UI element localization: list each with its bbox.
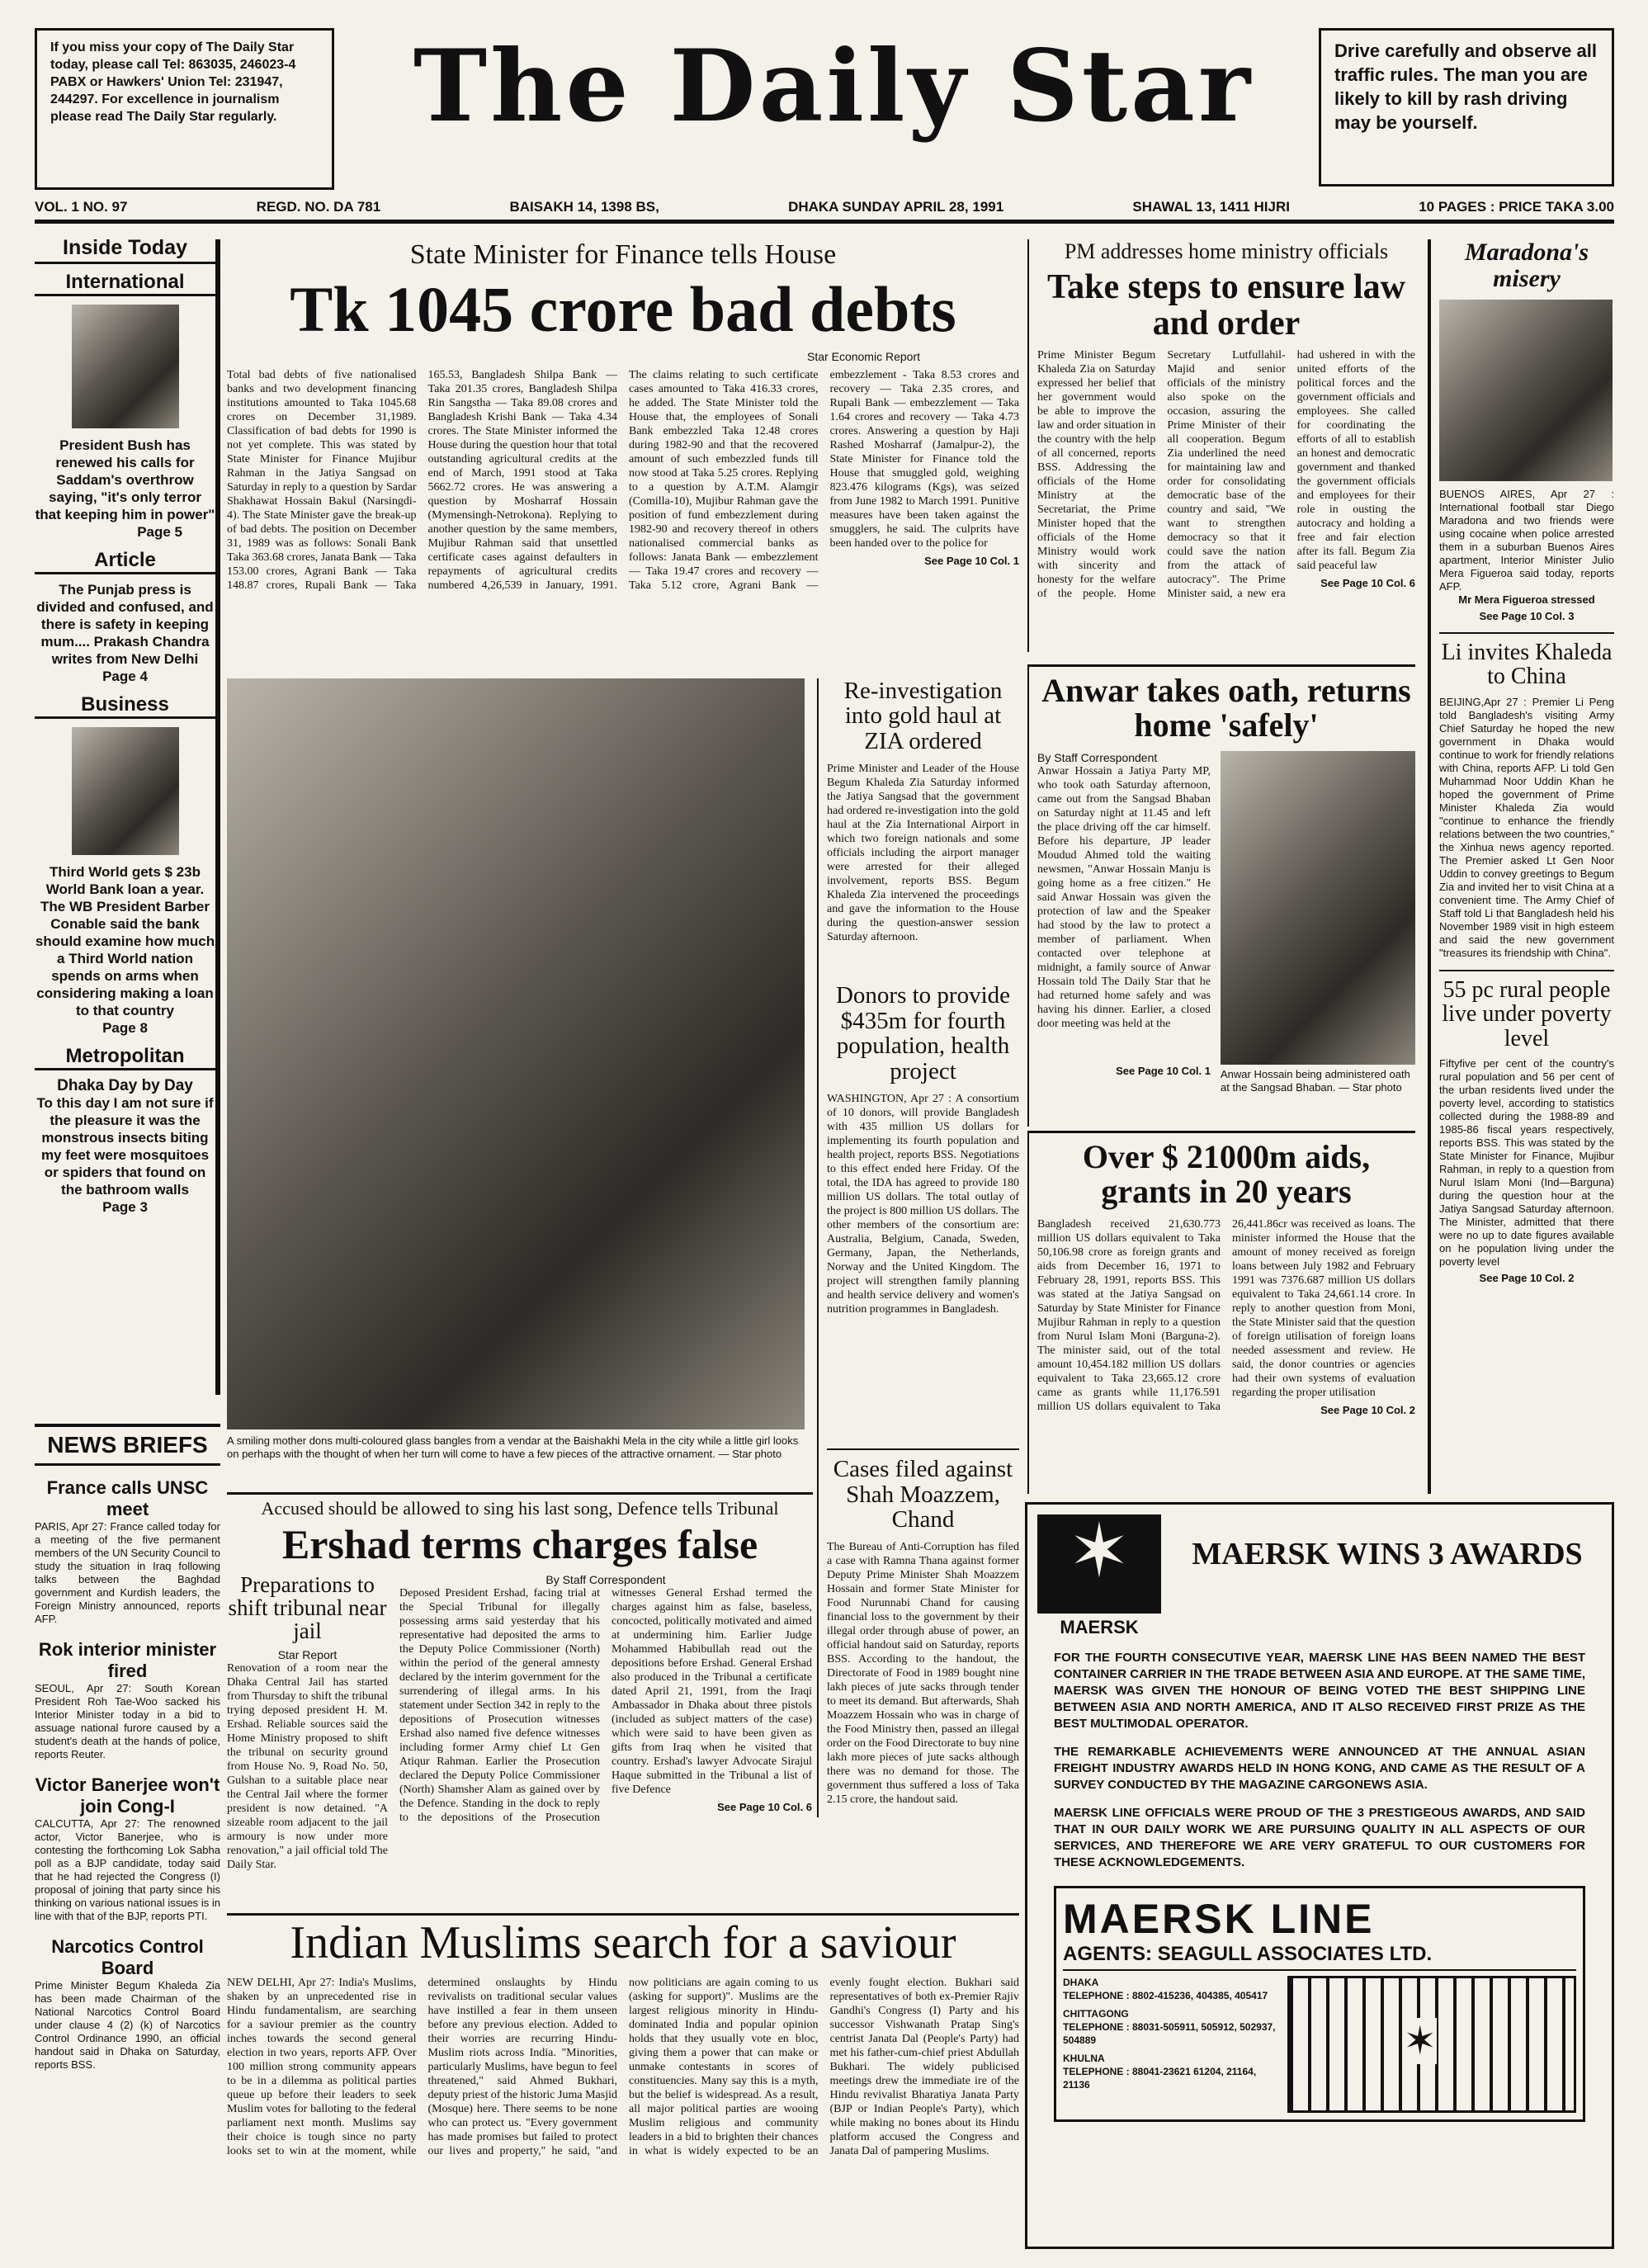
ad-paragraph-1: FOR THE FOURTH CONSECUTIVE YEAR, MAERSK LINE HAS BEEN NAMED THE BEST CONTAINER CARRIER IN THE TRADE BETWEEN ASIA AND EUROPE. AT THE SAME TIME, MAERSK WAS GIVEN THE HONOUR OF BEING VOTED THE BEST SHIPPING LINE BETWEEN ASIA AND NORTH AMERICA, AND IT ALSO RECEIVED FIRST PRIZE AS THE BEST MULTIMODAL OPERATOR. (1054, 1651, 1585, 1731)
rural-headline: 55 pc rural people live under poverty level (1439, 970, 1614, 1051)
maradona-headline: Maradona's misery (1464, 239, 1589, 292)
ershad-main (399, 1573, 812, 1876)
brief-body: PARIS, Apr 27: France called today for a meeting of the five permanent members of the UN Security Council to study the situation in Iraq following talks between the Baghdad government and Kurdish leaders, the Foreign Ministry announced, reports AFP. (35, 1520, 220, 1625)
rural-jump: See Page 10 Col. 2 (1479, 1271, 1575, 1284)
article-page: Page 4 (102, 669, 148, 684)
pm-body (1037, 348, 1415, 629)
lead-body (227, 368, 1019, 616)
maersk-star-badge (1037, 1510, 1161, 1614)
inside-today-title: Inside Today (35, 239, 215, 264)
article-label: Article (35, 549, 215, 574)
ershad-kicker: Accused should be allowed to sing his last song, Defence tells Tribunal (261, 1498, 779, 1519)
international-label: International (35, 271, 215, 296)
inside-today (35, 236, 220, 1395)
business-teaser: Third World gets $ 23b World Bank loan a year. The WB President Barber Conable said the bank should examine how much a Third World nation spends on arms when considering making a loan to that country (35, 864, 215, 1018)
business-label: Business (35, 693, 215, 719)
ershad-layout (227, 1573, 813, 1876)
brief-3 (35, 1774, 220, 1923)
brief-body: Prime Minister Begum Khaleda Zia has been made Chairman of the National Narcotics Control Board under clause 4 (2) (k) of Narcotics Control Ordinance 1990, an official handout said in Dhaka on Saturday, reports BSS. (35, 1979, 220, 2071)
aids-jump: See Page 10 Col. 2 (1320, 1404, 1415, 1416)
anwar-photo (1221, 751, 1415, 1065)
anwar-body: Anwar Hossain a Jatiya Party MP, who took oath Saturday afternoon, came out from the Sangsad Bhaban on Saturday night at 11.45 and left the place driving off the car himself. Before his departure, JP leader Moudud Ahmed told the waiting newsmen, "Anwar Hossain Manju is going home as a free citizen." He said Anwar Hossain was given the protection of law and the Speaker had stood by the law to protect a member of parliament. When contacted over telephone at midnight, a family source of Anwar Hossain told The Daily Star that he had returned home safely and was having his dinner. Earlier, a closed door meeting was held at the (1037, 765, 1211, 1030)
container-illustration (1287, 1976, 1576, 2113)
rural-body: Fiftyfive per cent of the country's rural population and 56 per cent of the urban residents lived under the poverty level, according to statistics collected during the 1988-89 and 1985-86 fiscal years respectively, reports BSS. This was stated by the State Minister for Finance, Mujibur Rahman, in reply to a question from Nurul Islam Moni (Ind—Barguna) during the question hour at the Jatiya Sangsad Saturday afternoon. The Minister, admitted that there were no up to date figures available on he population living under the poverty level (1439, 1056, 1614, 1268)
right-column (1428, 239, 1614, 1494)
brief-headline: Rok interior minister fired (38, 1639, 217, 1681)
tribunal-headline: Preparations to shift tribunal near jail (228, 1571, 387, 1644)
tel-dhaka: TELEPHONE : 8802-415236, 404385, 405417 (1063, 1990, 1268, 2001)
lead-kicker: State Minister for Finance tells House (409, 239, 837, 270)
gold-haul-body: Prime Minister and Leader of the House Begum Khaleda Zia Saturday informed the Jatiya Sangsad that the government had ordered re-investigation into the gold haul at the Zia International Airport in which two foreign nationals and some officials including the airport manager were arrested for their alleged involvement, reports BSS. Begum Khaleda Zia intervened the proceedings and gave the information to the House during the question-answer session Saturday afternoon. (827, 763, 1019, 944)
tel-khulna: TELEPHONE : 88041-23621 61204, 21164, 21136 (1063, 2066, 1257, 2091)
aids-story (1027, 1131, 1415, 1494)
star-icon: ✶ (1403, 2020, 1437, 2063)
bangla-date: BAISAKH 14, 1398 BS, (509, 199, 659, 215)
anwar-photo-column (1221, 751, 1415, 1094)
anwar-headline: Anwar takes oath, returns home 'safely' (1041, 672, 1411, 744)
ershad-body-text: Deposed President Ershad, facing trial at the Special Tribunal for illegally possessing arms said yesterday that his representative had deposited the arms to the Deputy Police Commissioner (North) within the period of the general amnesty declared by the interim government for the surrendering of illegal arms. In his statement under Section 342 in reply to the depositions of Prosecution witnesses Ershad also named five defence witnesses including former Army chief Lt Gen Atiqur Rahman. Earlier the Prosecution declared the Deputy Police Commissioner (North) Shamsher Alam as gained over by the Defence. Standing in the dock to reply to the depositions of the Prosecution witnesses General Ershad termed the charges against him as false, baseless, concocted, politically motivated and aimed at undermining him. Earlier Judge Mohammed Habibullah read out the depositions before Ershad. General Ershad also produced in the Tribunal a certificate dated April 21, 1991, from the Iraqi Ambassador in Dhaka about three pistols (included as subject matters of the case) which were said to have been given as gifts from Iraq when he visited that country. Ershad's lawyer Advocate Sirajul Haque submitted in the Tribunal a list of five Defence (399, 1586, 812, 1824)
metro-head: Dhaka Day by Day (57, 1077, 193, 1094)
city-khulna: KHULNA (1063, 2053, 1105, 2064)
brief-headline: Victor Banerjee won't join Cong-I (35, 1774, 220, 1817)
tribunal-story (227, 1573, 388, 1876)
pm-headline: Take steps to ensure law and order (1046, 268, 1406, 343)
brief-headline: Narcotics Control Board (51, 1936, 204, 1978)
anwar-story (1027, 664, 1415, 1127)
aids-body (1037, 1217, 1415, 1465)
ad-line-name: MAERSK LINE (1063, 1896, 1375, 1942)
lead-body-text: Total bad debts of five nationalised banks and two development financing institutions amounted to Taka 1045.68 crores on December 31,1989. Classification of bad debts for 1990 is not yet complete. This was stated by State Minister for Finance Mujibur Rahman in the Jatiya Sangsad on Saturday in reply to a question by Sardar Shakhawat Hossain Bakul (Narsingdi-4). The State Minister gave the break-up of bad debts. The position on December 31, 1989 was as follows: Sonali Bank Taka 363.68 crores, Janata Bank — Taka 153.00 crores, Agrani Bank — Taka 148.87 crores, Rupali Bank — Taka 165.53, Bangladesh Shilpa Bank — Taka 201.35 crores, Bangladesh Shilpa Rin Sangstha — Taka 89.08 crores and Bangladesh Krishi Bank — Taka 4.34 crores. The State Minister informed the House during the question hour that total outstanding agricultural credits at the end of March, 1991 stood at Taka 5662.72 crores. He was answering a question by Mosharraf Hossain (Mymensingh-Netrokona). Replying to another question by the same members, Mujibur Rahman said that unsettled certificate cases against defaulters in repayments of agricultural credits numbered 4,26,539 in January, 1991. The claims relating to such certificate cases amounted to Taka 416.33 crores, he added. The State Minister told the House that, the employees of Sonali Bank embezzled Taka 12.48 crores during 1982-90 and that the recovered amount of such embezzled funds till now stood at Taka 5.25 crores. Replying to a question by A.T.M. Alamgir (Comilla-10), Mujibur Rahman gave the position of fund embezzlement during 1982-90 and recovery thereof in others nationalised commercial banks as follows: Janata Bank — embezzlement — Taka 19.47 crores and recovery —Taka 5.12 crore, Agrani Bank — embezzlement - Taka 8.53 crores and recovery — Taka 2.35 crores, and Rupali Bank — embezzlement — Taka 1.64 crores and recovery — Taka 4.73 crores. Answering a question by Haji Rashed Mosharraf (Jamalpur-2), the State Minister for Finance told the House that smuggled gold, weighing 823.476 kilograms (Kgs), was seized from June 1982 to March 1991. Punitive measures have been taken against the smugglers, he said. The culprits have been handed over to the police for (227, 368, 1019, 592)
tribunal-byline: Star Report (277, 1647, 338, 1661)
article-teaser: The Punjab press is divided and confused, and there is safety in keeping mum.... Prakash Chandra writes from New Delhi (36, 582, 214, 667)
photo-credit: — Star photo (718, 1448, 782, 1460)
anwar-layout (1037, 751, 1415, 1094)
ad-agents: AGENTS: SEAGULL ASSOCIATES LTD. (1063, 1943, 1576, 1971)
city-dhaka: DHAKA (1063, 1977, 1099, 1988)
brief-2 (35, 1639, 220, 1761)
ad-paragraph-2: THE REMARKABLE ACHIEVEMENTS WERE ANNOUNCED AT THE ANNUAL ASIAN FREIGHT INDUSTRY AWARDS HELD IN HONG KONG, AND CAME AS THE RESULT OF A SURVEY CONDUCTED BY THE MAGAZINE CARGONEWS ASIA. (1054, 1745, 1585, 1792)
metro-teaser: To this day I am not sure if the pleasure it was the monstrous insects biting my feet were mosquitoes or spiders that found on the bathroom walls (36, 1095, 214, 1198)
ad-top (1037, 1510, 1602, 1638)
maradona-body: BUENOS AIRES, Apr 27 : International football star Diego Maradona and two friends were using cocaine when police arrested them in a suburban Buenos Aires apartment, Interior Minister Julio Mera Figueroa said today, reports AFP. (1439, 488, 1614, 593)
muslims-story (227, 1913, 1019, 2251)
metro-label: Metropolitan (35, 1045, 215, 1070)
donors-body: WASHINGTON, Apr 27 : A consortium of 10 donors, will provide Bangladesh with 435 million US dollars for implementing its fourth population and health project, reports BSS. Negotiations to this effect ended here Friday. Of the total, the IDA has agreed to provide 180 million US dollars. The total outlay of the project is 800 million US dollars. The other members of the consortium are: Australia, Belgium, Canada, Sweden, Germany, Japan, the Netherlands, Norway and the United Kingdom. The project will strengthen family planning and health service delivery and women's nutrition programmes in Bangladesh. (827, 1093, 1019, 1316)
gold-haul-headline: Re-investigation into gold haul at ZIA ordered (843, 678, 1003, 754)
maersk-brand: MAERSK (1060, 1617, 1139, 1637)
ershad-story (227, 1492, 813, 1905)
ad-contacts (1063, 1976, 1576, 2113)
shah-body: The Bureau of Anti-Corruption has filed a case with Ramna Thana against former Deputy Prime Minister Shah Moazzem Hossain and former State Minister for Food Nurunnabi Chand for causing financial loss to the government by their illegal order through abuse of power, an official handout said on Saturday, reports BSS. According to the handout, the Directorate of Food in 1989 bought nine lakh pieces of jute sacks through tender to meet its demand. But afterwards, Shah Moazzem Hossain who was in charge of the Food Ministry then, passed an illegal order on the Food Directorate to buy nine lakh more pieces of jute sacks although there was no demand for those. The government thus suffered a loss of Taka 2.15 crore, the handout said. (827, 1541, 1019, 1807)
pm-story (1027, 239, 1415, 652)
masthead: The Daily Star (413, 28, 1254, 144)
tel-chittagong: TELEPHONE : 88031-505911, 505912, 502937, 504889 (1063, 2021, 1276, 2046)
li-body: BEIJING,Apr 27 : Premier Li Peng told Bangladesh's visiting Army Chief Saturday he hoped the new government in Dhaka would continue to work for friendly relations with China, reports AFP. Li told Gen Muhammad Noor Uddin Khan he hoped the government of Prime Minister Khaleda Zia would "continue to enhance the friendly relations between the two countries," the Xinhua news agency reported. The Premier asked Lt Gen Noor Uddin to convey greetings to Begum Zia and invited her to visit China at a convenient time. The Army Chief of Staff told Li that Bangladesh held his November 1989 visit in high esteem and said the new government "treasures its friendship with China". (1439, 695, 1615, 959)
maersk-ad (1025, 1502, 1614, 2249)
business-page: Page 8 (102, 1020, 148, 1036)
brief-body: CALCUTTA, Apr 27: The renowned actor, Victor Banerjee, who is contesting the forthcoming Lok Sabha poll as a BJP candidate, today said that he had rejected the Congress (I) proposal of joining that party since his thinking on various national issues is in line with that of the BJP, reports PTI. (35, 1817, 220, 1922)
main-photo-caption (227, 1434, 805, 1484)
aids-headline: Over $ 21000m aids, grants in 20 years (1082, 1138, 1371, 1210)
li-headline: Li invites Khaleda to China (1439, 632, 1614, 689)
caption-text: Anwar Hossain being administered oath at the Sangsad Bhaban. (1221, 1068, 1410, 1094)
left-ear-notice: If you miss your copy of The Daily Star today, please call Tel: 863035, 246023-4 PABX or Hawkers' Union Tel: 231947, 244297. For excellence in journalism please read The Daily Star regularly. (35, 28, 334, 190)
aids-body-text: Bangladesh received 21,630.773 million US dollars equivalent to Taka 50,106.98 crore as foreign grants and aids from December 16, 1971 to February 28, 1991, reports BSS. This was stated at the Jatiya Sangsad on Saturday by State Minister for Finance Mujibur Rahman in reply to a question from Nurul Islam Moni (Barguna-2). The minister said, out of the total amount 10,454.182 million US dollars equivalent to Taka 23,665.12 crore came as grants while 11,176.591 million US dollars equivalent to Taka 26,441.86cr was received as loans. The minister informed the House that the amount of money received as foreign loans between July 1982 and February 1991 was 7376.687 million US dollars equivalent to Taka 24,661.14 crore. In reply to another question from Moni, the State Minister said that the question of foreign utilisation of foreign loans needed assessment and review. He said, the donor countries or agencies had their own systems of evaluation regarding the proper utilisation (1037, 1218, 1415, 1413)
brief-4 (35, 1936, 220, 2072)
anwar-caption (1221, 1068, 1415, 1094)
photo-credit: — Star photo (1339, 1081, 1402, 1094)
lead-story (227, 239, 1019, 660)
tribunal-body: Renovation of a room near the Dhaka Central Jail has started from Thursday to shift the tribunal trying deposed president H. M. Ershad. Reliable sources said the Home Ministry proposed to shift the tribunal on security ground from House No. 9, Road No. 50, Gulshan to a suitable place near the Central Jail where the former president is now detained. "A sizeable room adjacent to the jail armoury is now under more renovation," a jail official told The Daily Star. (227, 1661, 388, 1871)
shah-headline: Cases filed against Shah Moazzem, Chand (827, 1448, 1019, 1532)
conable-photo (72, 727, 179, 855)
ad-headline: MAERSK WINS 3 AWARDS (1192, 1537, 1583, 1571)
anwar-text-column (1037, 751, 1211, 1094)
ershad-jump: See Page 10 Col. 6 (717, 1800, 812, 1813)
star-icon: ✶ (1068, 1510, 1131, 1593)
metro-page: Page 3 (102, 1199, 148, 1215)
dateline (35, 196, 1614, 218)
ad-paragraph-3: MAERSK LINE OFFICIALS WERE PROUD OF THE 3 PRESTIGEOUS AWARDS, AND SAID THAT IN OUR DAILY WORK WE ARE PURSUING QUALITY IN ALL ASPECTS OF OUR SERVICES, AND THEREFORE WE ARE VERY GRATEFUL TO OUR CUSTOMERS FOR THESE ACKNOWLEDGEMENTS. (1054, 1806, 1585, 1869)
ad-contact-box (1054, 1886, 1585, 2122)
ad-phone-list (1063, 1976, 1277, 2113)
hijri-date: SHAWAL 13, 1411 HIJRI (1132, 199, 1290, 215)
lead-jump: See Page 10 Col. 1 (924, 554, 1019, 567)
lead-headline: Tk 1045 crore bad debts (290, 273, 956, 345)
brief-body: SEOUL, Apr 27: South Korean President Roh Tae-Woo sacked his Interior Minister today in a bid to assuage national furore caused by a student's death at the hands of police, reports Reuter. (35, 1682, 220, 1760)
maradona-subcaption: Mr Mera Figueroa stressed (1458, 593, 1595, 606)
international-teaser: President Bush has renewed his calls for Saddam's overthrow saying, "it's only terror that keeping him in power" (35, 437, 215, 522)
baishakhi-mela-photo (227, 678, 805, 1429)
pm-jump: See Page 10 Col. 6 (1320, 577, 1415, 590)
anwar-jump: See Page 10 Col. 1 (1116, 1065, 1211, 1077)
issue-date: DHAKA SUNDAY APRIL 28, 1991 (788, 199, 1004, 215)
muslims-headline: Indian Muslims search for a saviour (290, 1917, 956, 1968)
news-briefs (35, 1424, 220, 2249)
pm-kicker: PM addresses home ministry officials (1064, 239, 1389, 263)
city-chittagong: CHITTAGONG (1063, 2008, 1129, 2020)
brief-1 (35, 1477, 220, 1626)
ershad-headline: Ershad terms charges false (281, 1521, 758, 1567)
bush-photo (72, 305, 179, 428)
registration-number: REGD. NO. DA 781 (256, 199, 381, 215)
center-column (817, 678, 1019, 1817)
muslims-body: NEW DELHI, Apr 27: India's Muslims, shaken by an unprecedented rise in Hindu fundamentalism, are searching for a saviour premier as the country inches towards the second general election in two years, reports AFP. Over 100 million strong community appears to be in a dilemma as political parties queue up before their leaders to seek Muslim votes for balloting to the federal parliament next month. Muslims say their choice is tough since no party looks set to win at the moment, while determined onslaughts by Hindu revivalists on traditional secular values have instilled a fear in them unseen before any previous election. Added to their worries are recurring Hindu-Muslim riots across India. "Minorities, particularly Muslims, have begun to feel threatened," said Ahmed Bukhari, deputy priest of the historic Juma Masjid (Mosque) here. There seems to be none who can protect us. "Every government has made promises but failed to protect our lives and property," he said, "and now politicians are again coming to us (asking for support)". Muslims are the largest religious minority in Hindu-dominated India and popular opinion holds that they usually vote en bloc, giving them a power that can make or unmake contestants in scores of constituencies. Many say this is a myth, but the belief is widespread. As a result, all major political parties are wooing Muslim religious and community leaders in a bid to brighten their chances in what is widely expected to be an evenly fought election. Bukhari said representatives of both ex-Premier Rajiv Gandhi's Congress (I) Party and his successor Vishwanath Pratap Sing's centrist Janata Dal (People's Party) had met his father-cum-chief priest Abdullah Bukhari. The widely publicised meetings drew the immediate ire of the Hindu revivalist Bharatiya Janata Party (BJP or Indian People's Party), which while making no bones about its Hindu platform accused the Congress and Janata Dal of pampering Muslims. (227, 1976, 1019, 2157)
international-page: Page 5 (137, 524, 182, 540)
header-rule (35, 220, 1614, 224)
brief-headline: France calls UNSC meet (46, 1477, 209, 1519)
pm-body-text: Prime Minister Begum Khaleda Zia on Saturday expressed her belief that her government would be able to improve the law and order situation in the country with the help of all concerned, reports BSS. Addressing the officials of the Home Ministry at the Secretariat, the Prime Minister hoped that the officials of the Home Ministry would work with sincerity and honesty for the welfare of the people. Home Secretary Lutfullahil-Majid and senior officials of the ministry also spoke on the occasion, assuring the Prime Minister of their all cooperation. Begum Zia underlined the need for maintaining law and order for consolidating democratic base of the country and said, "We want to strengthen democracy so that it could save the nation from the attack of autocracy". The Prime Minister said, a new era had ushered in with the united efforts of the political forces and the government officials and employees. She called for coordinating the efforts of all to establish an honest and democratic government and thanked the government officials and employees for their role in ousting the autocracy and holding a free and fair election after its fall. Begum Zia said peaceful law (1037, 349, 1415, 601)
donors-headline: Donors to provide $435m for fourth population, health project (835, 982, 1011, 1084)
anwar-byline: By Staff Correspondent (1037, 751, 1158, 764)
lead-byline: Star Economic Report (807, 349, 920, 363)
news-briefs-label: NEWS BRIEFS (35, 1424, 220, 1466)
caption-text: A smiling mother dons multi-coloured glass bangles from a vendar at the Baishakhi Mela in the city while a little girl looks on perhaps with the thought of when her turn will come to have a few pieces of the attractive ornament. (227, 1434, 799, 1460)
ershad-body (399, 1586, 812, 1859)
maersk-logo (1037, 1510, 1161, 1638)
maradona-photo (1439, 300, 1613, 481)
volume-number: VOL. 1 NO. 97 (35, 199, 128, 215)
maradona-jump: See Page 10 Col. 3 (1479, 610, 1575, 622)
price: 10 PAGES : PRICE TAKA 3.00 (1419, 199, 1614, 215)
ershad-byline: By Staff Correspondent (545, 1572, 666, 1586)
right-ear-notice: Drive carefully and observe all traffic rules. The man you are likely to kill by rash driving may be yourself. (1319, 28, 1614, 187)
